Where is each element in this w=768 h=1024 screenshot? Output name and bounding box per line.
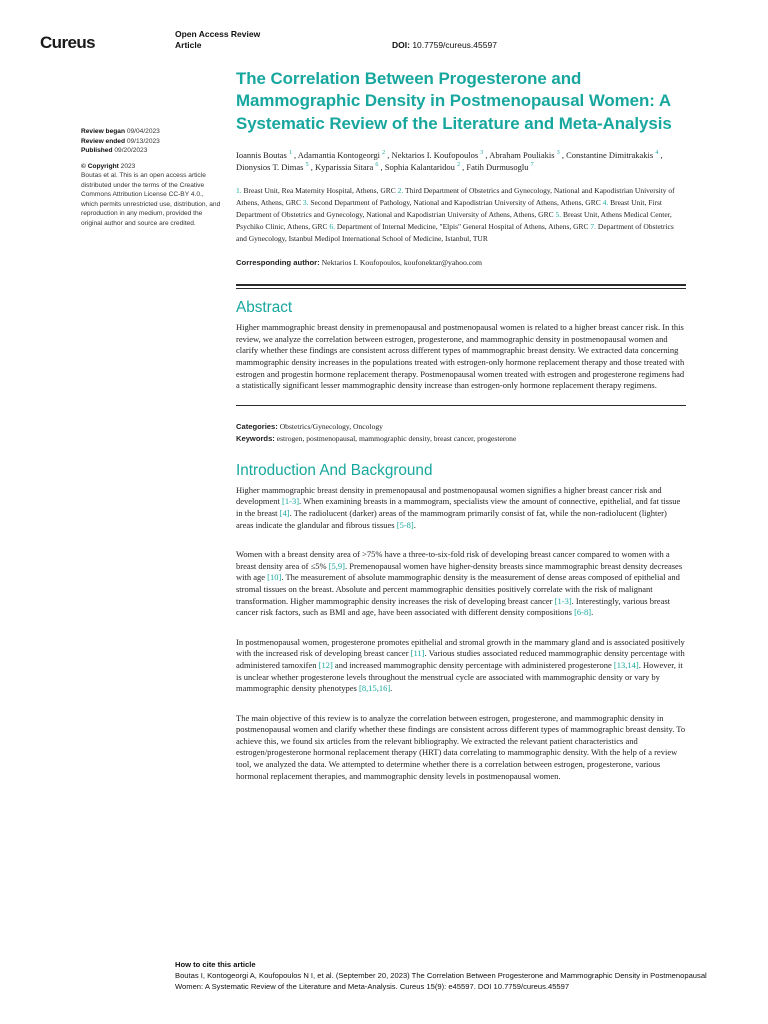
article-type-line2: Article <box>175 40 202 50</box>
author-affiliation-ref[interactable]: 3 <box>480 150 484 157</box>
affiliation-text: Breast Unit, Athens Medical Center, Psychiko Clinic, Athens, GRC <box>236 210 672 232</box>
author-affiliation-ref[interactable]: 3 <box>556 150 560 157</box>
publication-sidebar <box>81 127 221 228</box>
citation-link[interactable]: [5,9] <box>328 560 345 571</box>
text-run: and increased mammographic density percentage with administered progesterone <box>332 659 614 670</box>
text-run: . When examining breasts in a mammogram, specialists view the amount of connective, epithelial, and fat tissue in the breast <box>236 496 681 518</box>
citation-link[interactable]: [10] <box>267 572 282 583</box>
affiliation-number: 5. <box>555 210 562 220</box>
author-affiliation-ref[interactable]: 1 <box>288 150 292 157</box>
affiliation-number: 4. <box>602 198 609 208</box>
review-began <box>81 127 221 137</box>
author-name[interactable]: Constantine Dimitrakakis <box>566 150 654 161</box>
text-run: . <box>413 519 416 530</box>
keywords-label: Keywords: <box>236 433 275 443</box>
paragraph-gap <box>236 695 686 709</box>
affiliation-number: 1. <box>236 186 242 196</box>
text-run: . The measurement of absolute mammographic density is the measurement of dense areas composed of epithelial and stromal tissues on the breast. Absolute and percent mammographic densities positively correlate with the risk of malignant transformation. Higher mammographic density increases the risk of developing breast cancer <box>236 572 680 606</box>
text-run: . Interestingly, various breast cancer risk factors, such as BMI and age, have been associated with different density compositions <box>236 595 671 618</box>
citation-link[interactable]: [4] <box>279 507 290 518</box>
text-run: In postmenopausal women, progesterone promotes epithelial and stromal growth in the mammary gland and is associated positively with the increased risk of developing breast cancer <box>236 636 685 659</box>
corresponding-author <box>236 257 686 268</box>
header-doi <box>392 40 497 50</box>
affiliation-text: Breast Unit, Rea Maternity Hospital, Athens, GRC <box>243 186 396 196</box>
author-name[interactable]: Kyparissia Sitara <box>314 162 374 173</box>
intro-paragraph <box>236 485 686 531</box>
text-run: . Premenopausal women have higher-density breasts since mammographic breast density decreases with age <box>236 560 683 583</box>
paragraph-gap <box>236 619 686 633</box>
review-began-date: 09/04/2023 <box>126 128 160 135</box>
categories <box>236 421 686 433</box>
intro-paragraph <box>236 637 686 695</box>
author-list: Ioannis Boutas $^1$ , Adamantia Kontogeorgi $^2$ , Nektarios I. Koufopoulos $^3$ , Abraham Pouliakis $^3$ , Constantine Dimitrakakis $^4$ , Dionysios T. Dimas $^5$ , Kyparissia Sitara $^6$ , Sophia Kalantaridou $^2$ , Fatih Durmusoglu $^7$ <box>236 150 663 173</box>
affiliation-number: 7. <box>590 222 597 232</box>
citation-link[interactable]: [11] <box>410 648 425 659</box>
text-run: . Various studies associated reduced mammographic density percentage with administered tamoxifen <box>236 648 685 670</box>
citation-link[interactable]: [6-8] <box>574 607 592 618</box>
affiliation-text: Second Department of Pathology, National and Kapodistrian University of Athens, Athens, GRC <box>310 198 601 208</box>
abstract-heading: Abstract <box>236 299 293 317</box>
author-affiliation-ref[interactable]: 2 <box>457 162 460 169</box>
citation-text: Boutas I, Kontogeorgi A, Koufopoulos N I, et al. (September 20, 2023) The Correlation Between Progesterone and Mammographic Density in Postmenopausal Women: A Systematic Review of the Literature and Meta-Analysis. Cureus 15(9): e45597. DOI 10.7759/cureus.45597 <box>175 971 707 991</box>
article-type <box>175 29 260 51</box>
text-run: . <box>591 607 594 618</box>
published-date: 09/20/2023 <box>114 147 148 154</box>
citation-link[interactable]: [12] <box>318 659 333 670</box>
copyright-label: © Copyright <box>81 162 119 170</box>
keywords-value: estrogen, postmenopausal, mammographic density, breast cancer, progesterone <box>276 433 517 443</box>
cureus-logo[interactable]: Cureus <box>40 33 95 52</box>
article-type-line1: Open Access Review <box>175 29 261 39</box>
affiliation-text: Department of Obstetrics and Gynecology, Istanbul Medipol International School of Medicine, Istanbul, TUR <box>236 222 674 244</box>
text-run: . However, it is unclear whether progesterone levels throughout the menstrual cycle are associated with mammographic density or vary by mammographic density phenotypes <box>236 659 683 694</box>
copyright-year: 2023 <box>120 162 136 170</box>
published <box>81 146 221 156</box>
author-name[interactable]: Sophia Kalantaridou <box>384 162 455 173</box>
section-divider <box>236 284 686 289</box>
author-name[interactable]: Fatih Durmusoglu <box>466 162 529 173</box>
article-meta <box>236 421 686 445</box>
intro-paragraph <box>236 713 686 783</box>
doi-link[interactable]: 10.7759/cureus.45597 <box>412 40 497 50</box>
citation-footer <box>175 959 735 992</box>
author-name[interactable]: Dionysios T. Dimas <box>236 162 304 173</box>
affiliation-number: 6. <box>329 222 335 232</box>
text-run: Women with a breast density area of >75% have a three-to-six-fold risk of developing breast cancer compared to women with a breast density area of ≤5% <box>236 549 670 571</box>
author-affiliation-ref[interactable]: 7 <box>530 162 534 169</box>
affiliation-number: 3. <box>302 198 309 208</box>
text-run: Higher mammographic breast density in premenopausal and postmenopausal women signifies a higher breast cancer risk and development <box>236 484 662 507</box>
license-text: Boutas et al. This is an open access article distributed under the terms of the Creative Commons Attribution License CC-BY 4.0., which permits unrestricted use, distribution, and reproduction in any medium, provided the original author and source are credited. <box>81 172 221 227</box>
affiliation-text: Breast Unit, First Department of Obstetrics and Gynecology, National and Kapodistrian University of Athens, Athens, GRC <box>236 198 662 220</box>
affiliation-text: Third Department of Obstetrics and Gynecology, National and Kapodistrian University of Athens, Athens, GRC <box>236 186 675 208</box>
published-label: Published <box>81 147 113 154</box>
keywords <box>236 433 686 445</box>
affiliation-list <box>236 185 686 245</box>
citation-link[interactable]: [8,15,16] <box>359 683 391 694</box>
intro-paragraph <box>236 549 686 619</box>
paragraph-gap <box>236 531 686 545</box>
doi-label: DOI: <box>392 40 410 50</box>
text-run: The main objective of this review is to analyze the correlation between estrogen, progesterone, and mammographic density in postmenopausal women and clarify whether these findings are consistent across different types of mammographic breast density. To achieve this, we found six articles from the relevant bibliography. We extracted the relevant patient characteristics and estrogen/progesterone hormonal replacement therapy (HRT) data correlating to mammographic density. With the help of a review tool, we analyzed the data. We attempted to determine whether there is a correlation between estrogen, progesterone, various hormonal replacement therapies, and mammographic density levels in postmenopausal women. <box>236 712 686 781</box>
author-affiliation-ref[interactable]: 6 <box>375 162 379 169</box>
review-ended-date: 09/13/2023 <box>126 137 160 145</box>
intro-heading: Introduction And Background <box>236 461 433 479</box>
author-affiliation-ref[interactable]: 2 <box>382 150 386 157</box>
review-ended <box>81 137 221 147</box>
author-name[interactable]: Nektarios I. Koufopoulos <box>391 150 479 161</box>
citation-link[interactable]: [13,14] <box>613 659 639 670</box>
citation-link[interactable]: [1-3] <box>282 496 300 507</box>
corresponding-value[interactable]: Nektarios I. Koufopoulos, koufonektar@yahoo.com <box>321 258 482 268</box>
affiliation-number: 2. <box>397 186 404 196</box>
text-run: . <box>390 683 393 694</box>
review-began-label: Review began <box>81 128 125 135</box>
citation-link[interactable]: [5-8] <box>396 519 414 530</box>
author-name[interactable]: Adamantia Kontogeorgi <box>297 150 381 161</box>
author-name[interactable]: Ioannis Boutas <box>236 150 287 161</box>
intro-body <box>236 485 686 782</box>
text-run: . The radiolucent (darker) areas of the mammogram primarily consist of fat, while the non-radiolucent (lighter) areas indicate the glandular and fibrous tissues <box>236 507 667 530</box>
copyright <box>81 162 221 172</box>
article-title: The Correlation Between Progesterone and Mammographic Density in Postmenopausal Women: A Systematic Review of the Literature and Meta-Analysis <box>236 69 672 133</box>
categories-value[interactable]: Obstetrics/Gynecology, Oncology <box>279 421 383 431</box>
affiliation-text: Department of Internal Medicine, "Elpis" General Hospital of Athens, Athens, GRC <box>336 222 589 232</box>
author-affiliation-ref[interactable]: 5 <box>305 162 309 169</box>
author-affiliation-ref[interactable]: 4 <box>655 150 659 157</box>
article-main <box>236 68 686 782</box>
section-divider <box>236 405 686 406</box>
citation-heading: How to cite this article <box>175 960 256 969</box>
abstract-text: Higher mammographic breast density in premenopausal and postmenopausal women is related to a higher breast cancer risk. In this review, we analyze the correlation between estrogen, progesterone, and mammographic density in postmenopausal women and clarify whether these findings are consistent across different types of mammographic breast density. We extracted data concerning mammographic density increases in the populations treated with estrogen-only hormone replacement therapy and those treated with estrogen and progestin hormone replacement therapy. Postmenopausal women treated with estrogen and progesterone regimens had a statistically significant lesser mammographic density increase than estrogen-only hormone replacement therapy regimens. <box>236 322 685 391</box>
corresponding-label: Corresponding author: <box>236 258 320 268</box>
author-name[interactable]: Abraham Pouliakis <box>489 150 555 161</box>
citation-link[interactable]: [1-3] <box>554 595 572 606</box>
categories-label: Categories: <box>236 421 278 431</box>
review-ended-label: Review ended <box>81 137 125 145</box>
